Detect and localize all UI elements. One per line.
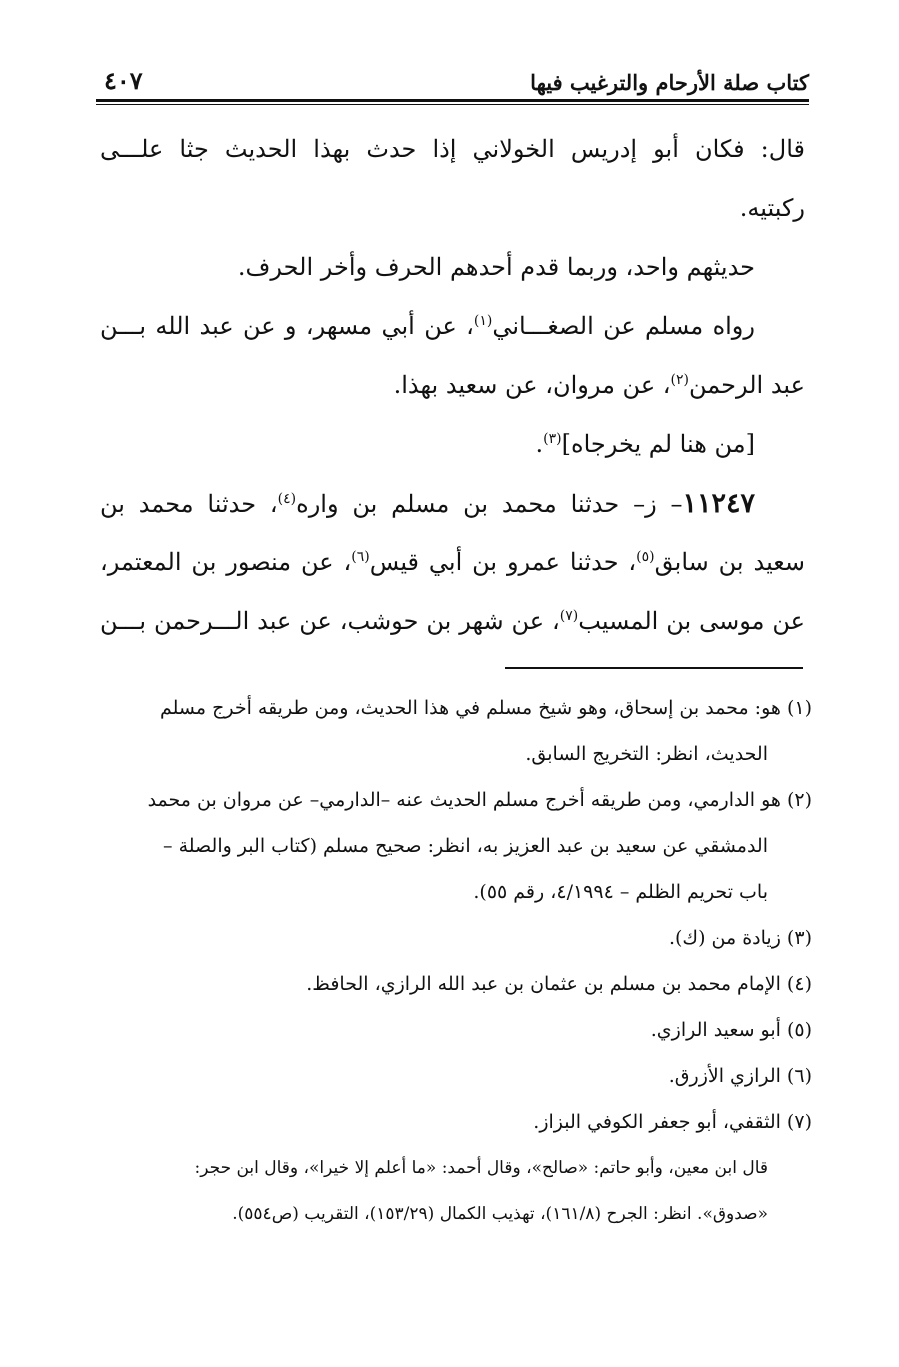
text-line-6: [100, 415, 805, 474]
header-rule: [96, 99, 809, 102]
footnote-ref-3: (٣): [543, 431, 562, 447]
text-segment: ، عن مروان، عن سعيد بهذا.: [393, 371, 671, 399]
text-segment: عبد الرحمن: [689, 371, 805, 399]
footnote-7: (٧) الثقفي، أبو جعفر الكوفي البزاز.: [533, 1111, 812, 1133]
text-segment: – ز– حدثنا محمد بن مسلم بن واره: [296, 490, 683, 518]
text-segment: رواه مسلم عن الصغـــاني: [492, 312, 755, 340]
footnote-1-cont: الحديث، انظر: التخريج السابق.: [525, 743, 768, 765]
footnote-1: (١) هو: محمد بن إسحاق، وهو شيخ مسلم في هذا الحديث، ومن طريقه أخرج مسلم: [159, 697, 812, 719]
footnotes: [92, 685, 812, 1237]
text-segment: [من هنا لم يخرجاه]: [561, 430, 755, 458]
text-segment: ، عن شهر بن حوشب، عن عبد الـــرحمن بـــن: [100, 607, 560, 635]
text-line-1: قال: فكان أبو إدريس الخولاني إذا حدث بهذا الحديث جثا علـــى: [100, 135, 805, 163]
text-segment: ، حدثنا عمرو بن أبي قيس: [369, 548, 637, 576]
footnote-3: (٣) زيادة من (ك).: [668, 927, 812, 949]
text-segment: .: [535, 430, 544, 458]
running-title: كتاب صلة الأرحام والترغيب فيها: [530, 70, 809, 95]
footnote-ref-7: (٧): [559, 608, 579, 624]
main-text: [100, 120, 805, 651]
footnote-ref-4: (٤): [277, 491, 297, 507]
footnote-4: (٤) الإمام محمد بن مسلم بن عثمان بن عبد الله الرازي، الحافظ.: [306, 973, 812, 995]
text-segment: ، حدثنا محمد بن: [100, 490, 278, 518]
text-segment: ، عن منصور بن المعتمر،: [100, 548, 352, 576]
text-segment: ، عن أبي مسهر، و عن عبد الله بـــن: [100, 312, 474, 340]
page-number: ٤٠٧: [104, 66, 143, 95]
text-line-8: [100, 533, 805, 592]
footnote-7-cont: قال ابن معين، وأبو حاتم: «صالح»، وقال أحمد: «ما أعلم إلا خيرا»، وقال ابن حجر:: [194, 1158, 768, 1178]
footnote-6: (٦) الرازي الأزرق.: [668, 1065, 812, 1087]
footnote-separator: [505, 667, 803, 669]
footnote-2-cont: الدمشقي عن سعيد بن عبد العزيز به، انظر: صحيح مسلم (كتاب البر والصلة –: [163, 835, 768, 857]
text-line-5: [100, 356, 805, 415]
text-line-4: [100, 297, 805, 356]
text-line-7: [100, 474, 805, 533]
hadith-number: ١١٢٤٧: [682, 488, 755, 519]
footnote-2-cont-2: باب تحريم الظلم – ٤/١٩٩٤، رقم ٥٥).: [473, 881, 768, 903]
footnote-ref-5: (٥): [636, 549, 655, 565]
footnote-2: (٢) هو الدارمي، ومن طريقه أخرج مسلم الحديث عنه –الدارمي– عن مروان بن محمد: [147, 789, 812, 811]
footnote-ref-1: (١): [473, 313, 493, 329]
footnote-7-cont-2: «صدوق». انظر: الجرح (١٦١/٨)، تهذيب الكمال (١٥٣/٢٩)، التقريب (ص٥٥٤).: [232, 1204, 768, 1224]
page-header: [96, 62, 809, 104]
text-line-3: حديثهم واحد، وربما قدم أحدهم الحرف وأخر الحرف.: [237, 253, 755, 281]
text-segment: عن موسى بن المسيب: [578, 607, 805, 635]
text-segment: سعيد بن سابق: [654, 548, 805, 576]
footnote-ref-2: (٢): [670, 372, 689, 388]
text-line-9: [100, 592, 805, 651]
text-line-2: ركبتيه.: [739, 194, 805, 222]
header-rule-thin: [96, 104, 809, 105]
footnote-ref-6: (٦): [351, 549, 370, 565]
footnote-5: (٥) أبو سعيد الرازي.: [650, 1019, 812, 1041]
